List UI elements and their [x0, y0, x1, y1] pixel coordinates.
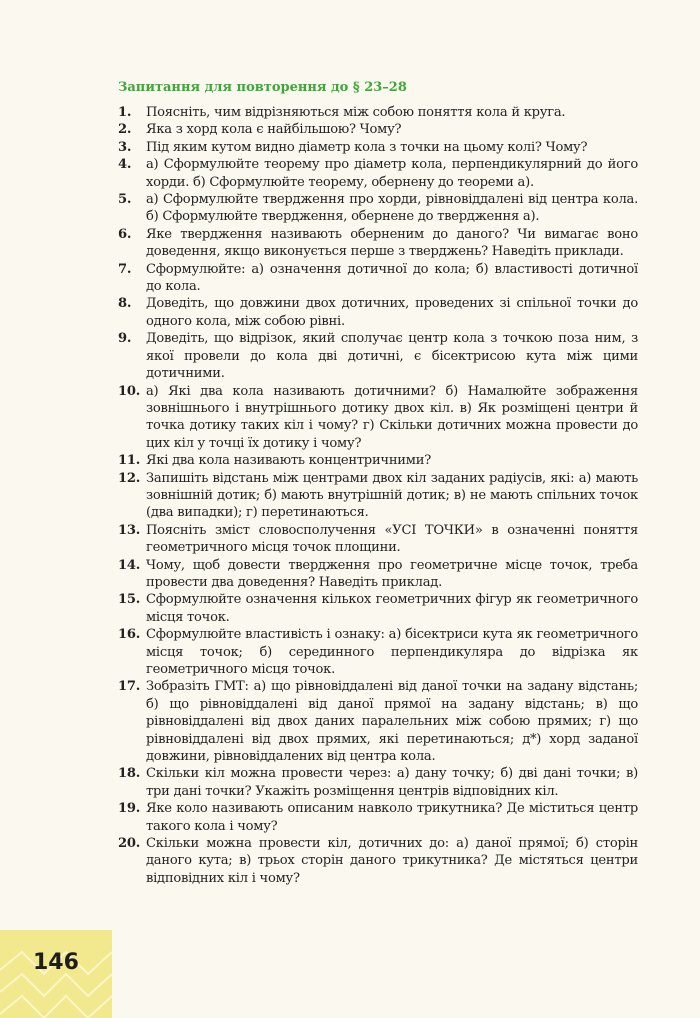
question-number: 14. [118, 557, 141, 573]
question-number: 4. [118, 157, 132, 173]
question-text: Доведіть, що довжини двох дотичних, проведених зі спільної точки до одного кола, між собою рівні. [146, 296, 638, 329]
question-number: 1. [118, 105, 132, 120]
question-number: 9. [118, 331, 132, 347]
question-item [118, 330, 638, 382]
question-list [118, 104, 638, 887]
question-text: Запишіть відстань між центрами двох кіл заданих радіусів, які: а) мають зовнішній дотик; б) мають внутрішній дотик; в) не мають спільних точок (два випадки); г) перетинаються. [146, 470, 638, 521]
question-text: Доведіть, що відрізок, який сполучає центр кола з точкою поза ним, з якої провели до кола дві дотичні, є бісектрисою кута між цими дотичними. [146, 331, 638, 382]
question-number: 7. [118, 261, 132, 277]
question-text: Яка з хорд кола є найбільшою? Чому? [146, 122, 402, 138]
question-text: Зобразіть ГМТ: а) що рівновіддалені від даної точки на задану відстань; б) що рівновіддалені від даної прямої на задану відстань; в) що рівновіддалені від двох даних паралельних між собою прямих; г) що рівновіддалені від двох прямих, які перетинаються; д*) хорд заданої довжини, рівновіддалених від центра кола. [146, 679, 638, 765]
question-text: Поясніть, чим відрізняються між собою поняття кола й круга. [146, 105, 566, 120]
question-number: 18. [118, 766, 141, 782]
question-item [118, 765, 638, 800]
question-text: Чому, щоб довести твердження про геометричне місце точок, треба провести два доведення? Наведіть приклад. [146, 557, 638, 590]
question-text: Яке твердження називають оберненим до даного? Чи вимагає воно доведення, якщо виконується перше з тверджень? Наведіть приклади. [146, 226, 638, 260]
question-text: а) Сформулюйте твердження про хорди, рівновіддалені від центра кола. б) Сформулюйте твердження, обернене до твердження а). [146, 192, 638, 225]
question-text: Сформулюйте властивість і ознаку: а) бісектриси кута як геометричного місця точок; б) серединного перпендикуляра до відрізка як геометричного місця точок. [146, 627, 638, 677]
question-number: 16. [118, 627, 141, 643]
question-item [118, 191, 638, 226]
question-text: Яке коло називають описаним навколо трикутника? Де міститься центр такого кола і чому? [146, 801, 638, 834]
question-number: 6. [118, 226, 132, 242]
question-item [118, 104, 638, 121]
question-text: Скільки кіл можна провести через: а) дану точку; б) дві дані точки; в) три дані точки? Укажіть розміщення центрів відповідних кіл. [146, 766, 638, 799]
question-item [118, 591, 638, 626]
question-number: 11. [118, 453, 141, 469]
question-item [118, 226, 638, 261]
question-item [118, 261, 638, 296]
question-item [118, 678, 638, 765]
question-number: 8. [118, 296, 132, 312]
question-text: а) Які два кола називають дотичними? б) Намалюйте зображення зовнішнього і внутрішнього дотику двох кіл. в) Як розміщені центри й точка дотику таких кіл і чому? г) Скільки дотичних можна провести до цих кіл у точці їх дотику і чому? [146, 383, 638, 451]
question-text: Під яким кутом видно діаметр кола з точки на цьому колі? Чому? [146, 139, 588, 155]
question-text: Які два кола називають концентричними? [146, 453, 431, 469]
question-item [118, 383, 638, 453]
question-number: 3. [118, 139, 132, 155]
question-text: а) Сформулюйте теорему про діаметр кола, перпендикулярний до його хорди. б) Сформулюйте теорему, обернену до теореми а). [146, 157, 638, 190]
question-number: 12. [118, 470, 141, 486]
question-item [118, 557, 638, 592]
question-item [118, 835, 638, 887]
question-text: Скільки можна провести кіл, дотичних до: а) даної прямої; б) сторін даного кута; в) трьох сторін даного трикутника? Де містяться центри відповідних кіл і чому? [146, 836, 638, 886]
question-item [118, 121, 638, 138]
question-number: 2. [118, 122, 132, 138]
section-heading: Запитання для повторення до § 23–28 [118, 80, 407, 95]
question-item [118, 295, 638, 330]
question-text: Сформулюйте означення кількох геометричних фігур як геометричного місця точок. [146, 592, 638, 625]
question-number: 15. [118, 592, 141, 608]
question-number: 17. [118, 679, 141, 695]
question-number: 19. [118, 801, 141, 817]
page-number: 146 [33, 950, 79, 975]
question-number: 20. [118, 836, 141, 852]
question-item [118, 626, 638, 678]
question-item [118, 452, 638, 469]
question-item [118, 470, 638, 522]
question-item [118, 800, 638, 835]
question-text: Поясніть зміст словосполучення «УСІ ТОЧКИ» в означенні поняття геометричного місця точок площини. [146, 522, 638, 556]
question-item [118, 522, 638, 557]
question-text: Сформулюйте: а) означення дотичної до кола; б) властивості дотичної до кола. [146, 261, 638, 295]
question-number: 13. [118, 522, 141, 538]
question-number: 10. [118, 383, 141, 399]
question-number: 5. [118, 192, 132, 208]
question-item [118, 139, 638, 156]
question-item [118, 156, 638, 191]
